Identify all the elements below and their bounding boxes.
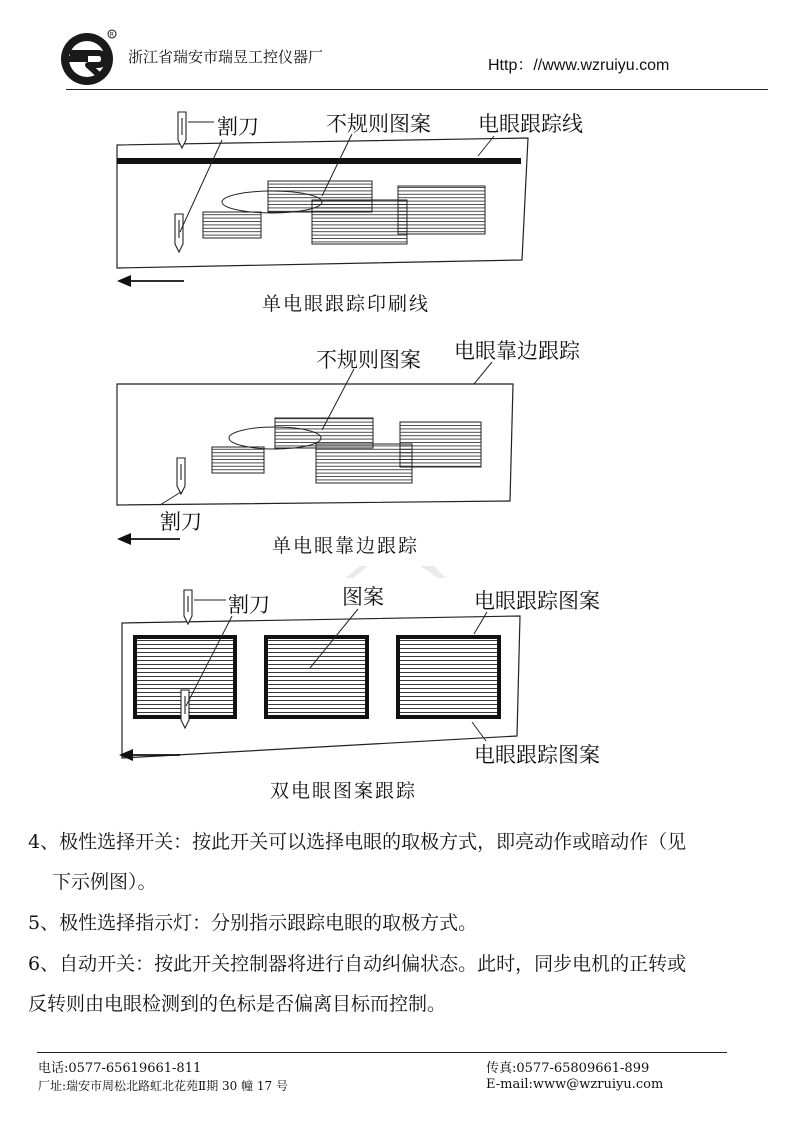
caption-fig2: 单电眼靠边跟踪 (272, 535, 420, 557)
footer-phone: 电话:0577-65619661-811 (38, 1061, 202, 1076)
label-tracking-line: 电眼跟踪线 (478, 112, 583, 136)
label-cutter: 割刀 (228, 593, 270, 617)
company-name: 浙江省瑞安市瑞昱工控仪器厂 (128, 48, 324, 66)
feed-direction-arrow-icon (119, 749, 180, 761)
figure-dual-eye-pattern (119, 585, 600, 802)
cutter-blade-icon (177, 458, 185, 494)
caption-fig1: 单电眼跟踪印刷线 (262, 293, 431, 315)
item-5: 5、极性选择指示灯：分别指示跟踪电眼的取极方式。 (28, 912, 478, 934)
footer-divider (37, 1052, 727, 1053)
cutter-blade-icon (178, 112, 186, 148)
tracking-print-line (117, 158, 521, 164)
watermark-mark (345, 566, 446, 578)
sensor-eye-icon (181, 690, 189, 728)
pattern-block (203, 181, 485, 244)
company-website[interactable]: Http：//www.wzruiyu.com (488, 57, 670, 74)
sensor-eye-icon (175, 214, 183, 252)
label-eye-tracking-pattern-top: 电眼跟踪图案 (474, 589, 600, 613)
figure-single-eye-edge (117, 339, 581, 557)
label-cutter: 割刀 (217, 115, 259, 139)
footer-address: 厂址:瑞安市周松北路虹北花苑Ⅱ期 30 幢 17 号 (38, 1079, 288, 1093)
label-edge-tracking: 电眼靠边跟踪 (454, 339, 580, 363)
figure-single-eye-print-line (117, 112, 583, 315)
svg-text:R: R (109, 31, 114, 39)
cutter-blade-icon (184, 590, 192, 624)
pattern-block (212, 418, 481, 483)
footer-fax: 传真:0577-65809661-899 (486, 1061, 650, 1076)
item-6-line-1: 6、自动开关：按此开关控制器将进行自动纠偏状态。此时，同步电机的正转或 (28, 953, 687, 975)
feed-direction-arrow-icon (117, 275, 184, 287)
label-eye-tracking-pattern-bottom: 电眼跟踪图案 (474, 743, 600, 767)
label-irregular-pattern: 不规则图案 (316, 348, 421, 372)
pattern-block (135, 637, 499, 717)
label-irregular-pattern: 不规则图案 (326, 112, 431, 136)
item-6-line-2: 反转则由电眼检测到的色标是否偏离目标而控制。 (28, 993, 447, 1015)
item-4-line-1: 4、极性选择开关：按此开关可以选择电眼的取极方式，即亮动作或暗动作（见 (28, 831, 687, 853)
caption-fig3: 双电眼图案跟踪 (270, 780, 418, 802)
label-pattern: 图案 (342, 585, 384, 609)
footer-email[interactable]: E-mail:www@wzruiyu.com (486, 1077, 664, 1092)
feed-direction-arrow-icon (117, 533, 180, 545)
label-cutter: 割刀 (160, 510, 202, 534)
item-4-line-2: 下示例图）。 (52, 871, 157, 893)
